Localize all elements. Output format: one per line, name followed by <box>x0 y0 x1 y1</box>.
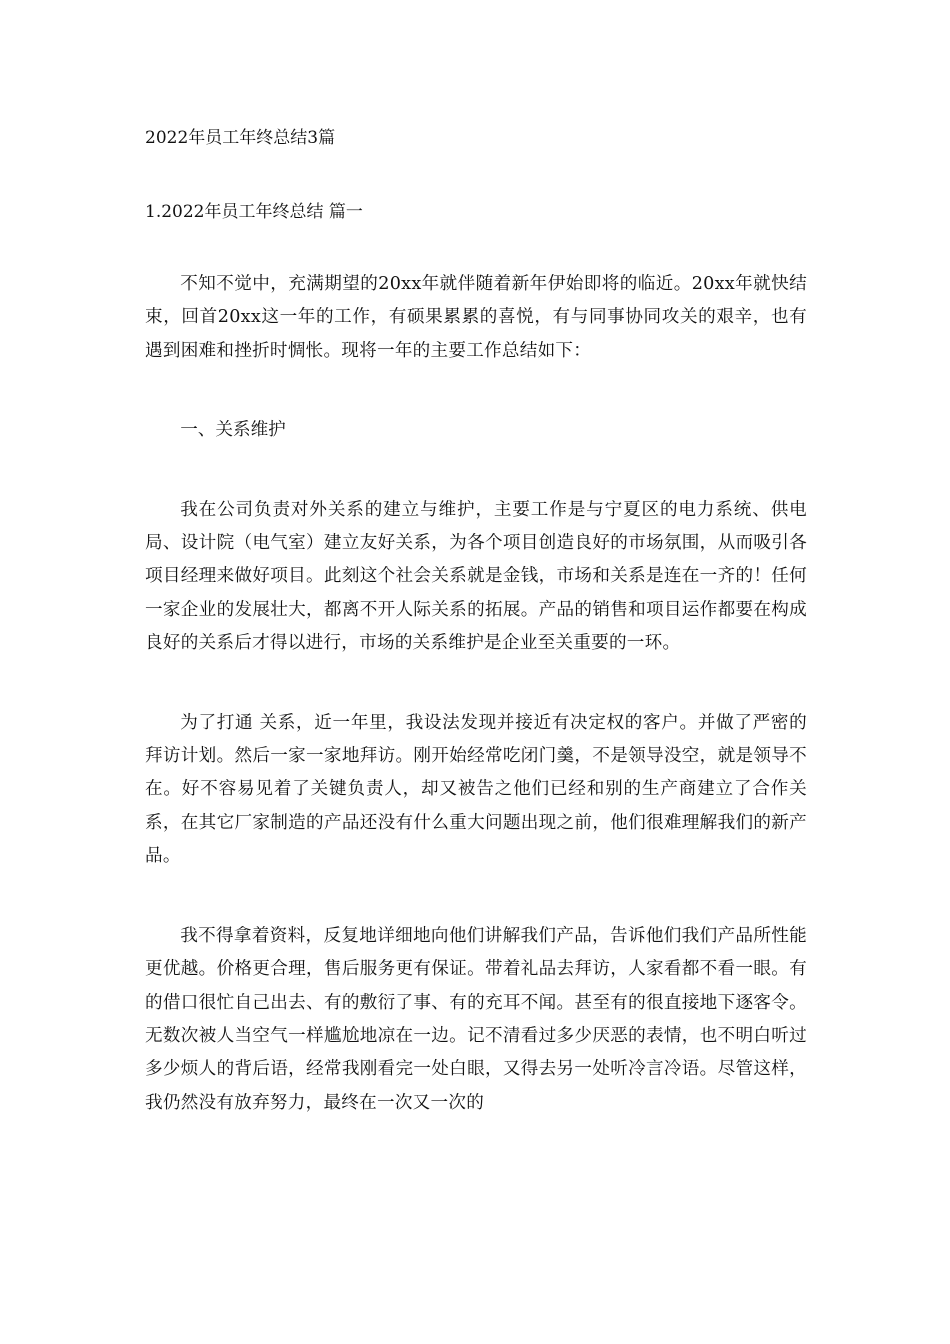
document-title: 2022年员工年终总结3篇 <box>145 128 336 148</box>
paragraph-persistence: 我不得拿着资料，反复地详细地向他们讲解我们产品，告诉他们我们产品所性能更优越。价格更合理，售后服务更有保证。带着礼品去拜访，人家看都不看一眼。有的借口很忙自己出去、有的敷衍了事、有的充耳不闻。甚至有的很直接地下逐客令。无数次被人当空气一样尴尬地凉在一边。记不清看过多少厌恶的表情，也不明白听过多少烦人的背后语，经常我刚看完一处白眼，又得去另一处听冷言冷语。尽管这样，我仍然没有放弃努力，最终在一次又一次的 <box>145 925 807 1113</box>
paragraph-client-visits: 为了打通 关系，近一年里，我设法发现并接近有决定权的客户。并做了严密的拜访计划。然后一家一家地拜访。刚开始经常吃闭门羹，不是领导没空，就是领导不在。好不容易见着了关键负责人，却又被告之他们已经和别的生产商建立了合作关系，在其它厂家制造的产品还没有什么重大问题出现之前，他们很难理解我们的新产品。 <box>145 712 807 867</box>
paragraph-relationships: 我在公司负责对外关系的建立与维护，主要工作是与宁夏区的电力系统、供电局、设计院（电气室）建立友好关系，为各个项目创造良好的市场氛围，从而吸引各项目经理来做好项目。此刻这个社会关系就是金钱，市场和关系是连在一齐的！任何一家企业的发展壮大，都离不开人际关系的拓展。产品的销售和项目运作都要在构成良好的关系后才得以进行，市场的关系维护是企业至关重要的一环。 <box>145 499 807 654</box>
paragraph-intro: 不知不觉中，充满期望的20xx年就伴随着新年伊始即将的临近。20xx年就快结束，回首20xx这一年的工作，有硕果累累的喜悦，有与同事协同攻关的艰辛，也有遇到困难和挫折时惆怅。现将一年的主要工作总结如下： <box>145 274 807 361</box>
subheading-relationship-maintenance: 一、关系维护 <box>180 420 286 441</box>
section-title: 1.2022年员工年终总结 篇一 <box>145 202 363 222</box>
document-body <box>145 268 807 1120</box>
